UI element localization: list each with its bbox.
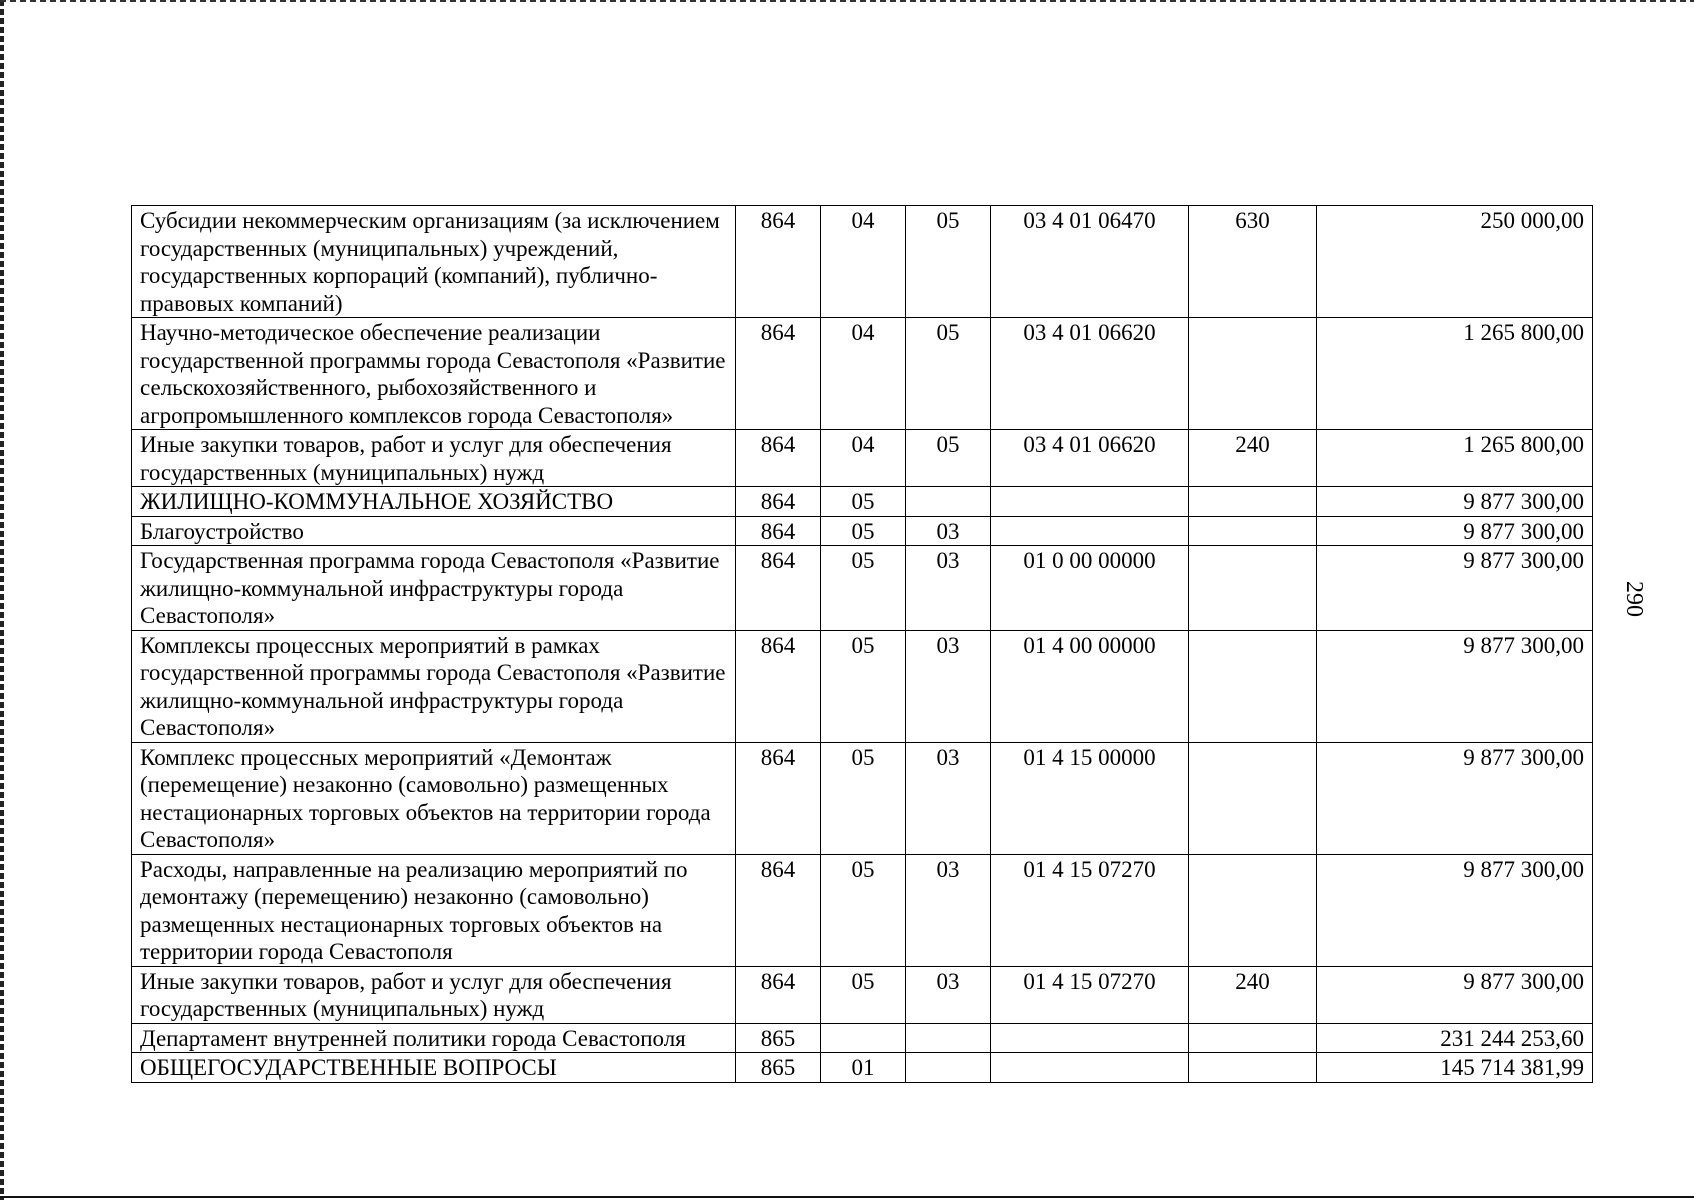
row-name: Благоустройство	[132, 516, 736, 546]
row-amount: 1 265 800,00	[1317, 430, 1593, 487]
row-pr: 05	[906, 318, 991, 430]
row-name: ОБЩЕГОСУДАРСТВЕННЫЕ ВОПРОСЫ	[132, 1053, 736, 1083]
row-ved: 864	[736, 318, 821, 430]
row-name: ЖИЛИЩНО-КОММУНАЛЬНОЕ ХОЗЯЙСТВО	[132, 487, 736, 517]
row-name: Комплексы процессных мероприятий в рамках государственной программы города Севастополя «Развитие жилищно-коммунальной инфраструктуры города Севастополя»	[132, 630, 736, 742]
row-pr: 03	[906, 742, 991, 854]
row-name: Научно-методическое обеспечение реализации государственной программы города Севастополя «Развитие сельскохозяйственного, рыбохозяйственного и агропромышленного комплексов города Севастополя»	[132, 318, 736, 430]
row-csr: 03 4 01 06470	[991, 206, 1189, 318]
row-rz	[821, 1023, 906, 1053]
row-csr	[991, 1023, 1189, 1053]
table-row	[132, 742, 1593, 854]
table-row	[132, 430, 1593, 487]
row-amount: 250 000,00	[1317, 206, 1593, 318]
table-row	[132, 1053, 1593, 1083]
scan-left-edge	[0, 0, 4, 1200]
row-amount: 9 877 300,00	[1317, 487, 1593, 517]
budget-table-body	[132, 206, 1593, 1083]
scan-bottom-edge	[0, 1196, 1694, 1198]
row-ved: 865	[736, 1053, 821, 1083]
budget-table	[131, 205, 1593, 1083]
row-vr	[1189, 854, 1317, 966]
row-ved: 864	[736, 742, 821, 854]
row-pr: 03	[906, 516, 991, 546]
row-ved: 864	[736, 966, 821, 1023]
row-ved: 864	[736, 206, 821, 318]
row-name: Иные закупки товаров, работ и услуг для обеспечения государственных (муниципальных) нужд	[132, 430, 736, 487]
table-row	[132, 854, 1593, 966]
row-name: Субсидии некоммерческим организациям (за исключением государственных (муниципальных) учреждений, государственных корпораций (компаний), публично-правовых компаний)	[132, 206, 736, 318]
row-pr	[906, 1023, 991, 1053]
table-row	[132, 966, 1593, 1023]
row-name: Государственная программа города Севастополя «Развитие жилищно-коммунальной инфраструктуры города Севастополя»	[132, 546, 736, 631]
row-pr: 03	[906, 546, 991, 631]
row-amount: 9 877 300,00	[1317, 546, 1593, 631]
row-name: Иные закупки товаров, работ и услуг для обеспечения государственных (муниципальных) нужд	[132, 966, 736, 1023]
row-name: Расходы, направленные на реализацию мероприятий по демонтажу (перемещению) незаконно (самовольно) размещенных нестационарных торговых объектов на территории города Севастополя	[132, 854, 736, 966]
row-vr: 630	[1189, 206, 1317, 318]
table-row	[132, 487, 1593, 517]
row-vr	[1189, 1053, 1317, 1083]
row-pr	[906, 1053, 991, 1083]
row-rz: 05	[821, 487, 906, 517]
row-vr	[1189, 318, 1317, 430]
table-row	[132, 1023, 1593, 1053]
row-rz: 04	[821, 318, 906, 430]
row-vr	[1189, 1023, 1317, 1053]
row-pr: 03	[906, 854, 991, 966]
row-csr	[991, 516, 1189, 546]
row-ved: 864	[736, 516, 821, 546]
row-csr	[991, 487, 1189, 517]
row-amount: 9 877 300,00	[1317, 630, 1593, 742]
row-amount: 9 877 300,00	[1317, 742, 1593, 854]
row-amount: 9 877 300,00	[1317, 966, 1593, 1023]
table-row	[132, 318, 1593, 430]
row-pr: 05	[906, 206, 991, 318]
row-amount: 9 877 300,00	[1317, 516, 1593, 546]
row-name: Департамент внутренней политики города Севастополя	[132, 1023, 736, 1053]
row-rz: 05	[821, 854, 906, 966]
row-csr: 01 4 00 00000	[991, 630, 1189, 742]
row-pr: 03	[906, 630, 991, 742]
row-ved: 864	[736, 630, 821, 742]
table-row	[132, 516, 1593, 546]
row-csr: 01 4 15 07270	[991, 966, 1189, 1023]
row-rz: 05	[821, 966, 906, 1023]
row-amount: 145 714 381,99	[1317, 1053, 1593, 1083]
row-ved: 864	[736, 430, 821, 487]
row-csr: 03 4 01 06620	[991, 318, 1189, 430]
row-pr: 03	[906, 966, 991, 1023]
row-amount: 231 244 253,60	[1317, 1023, 1593, 1053]
row-rz: 05	[821, 516, 906, 546]
row-rz: 04	[821, 430, 906, 487]
table-row	[132, 630, 1593, 742]
row-vr	[1189, 516, 1317, 546]
row-csr: 01 4 15 00000	[991, 742, 1189, 854]
row-ved: 864	[736, 854, 821, 966]
row-csr: 01 0 00 00000	[991, 546, 1189, 631]
row-rz: 05	[821, 742, 906, 854]
row-vr	[1189, 742, 1317, 854]
row-rz: 04	[821, 206, 906, 318]
row-ved: 865	[736, 1023, 821, 1053]
row-vr	[1189, 630, 1317, 742]
row-vr	[1189, 546, 1317, 631]
row-ved: 864	[736, 487, 821, 517]
row-ved: 864	[736, 546, 821, 631]
row-rz: 01	[821, 1053, 906, 1083]
row-vr: 240	[1189, 430, 1317, 487]
row-name: Комплекс процессных мероприятий «Демонтаж (перемещение) незаконно (самовольно) размещенных нестационарных торговых объектов на территории города Севастополя»	[132, 742, 736, 854]
row-pr	[906, 487, 991, 517]
row-vr: 240	[1189, 966, 1317, 1023]
row-csr	[991, 1053, 1189, 1083]
row-vr	[1189, 487, 1317, 517]
row-rz: 05	[821, 630, 906, 742]
row-amount: 1 265 800,00	[1317, 318, 1593, 430]
table-row	[132, 206, 1593, 318]
scan-top-edge	[0, 0, 1694, 2]
row-rz: 05	[821, 546, 906, 631]
row-csr: 03 4 01 06620	[991, 430, 1189, 487]
row-csr: 01 4 15 07270	[991, 854, 1189, 966]
table-row	[132, 546, 1593, 631]
row-amount: 9 877 300,00	[1317, 854, 1593, 966]
row-pr: 05	[906, 430, 991, 487]
page-number: 290	[1621, 581, 1647, 617]
